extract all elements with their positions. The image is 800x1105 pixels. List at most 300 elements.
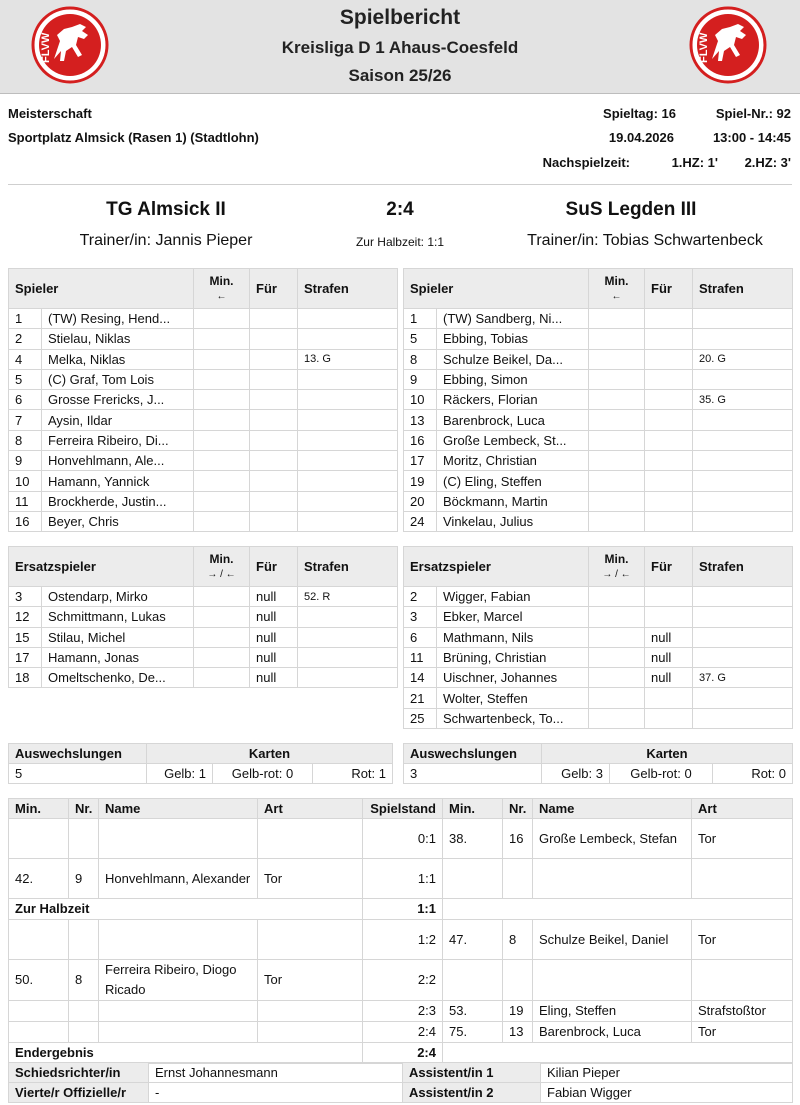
events-col-score: Spielstand [363,799,443,819]
header-banner [0,0,800,94]
player-minute [589,587,645,607]
player-row [9,349,398,369]
player-name: (C) Graf, Tom Lois [42,369,194,389]
fourth-official-name: - [149,1083,403,1103]
logo-text: FLVW [698,32,710,63]
report-title: Spielbericht [339,6,461,29]
player-minute [194,390,250,410]
player-penalty [298,607,398,627]
player-minute [589,430,645,450]
player-row [9,451,398,471]
player-penalty [693,329,793,349]
officials-table [8,1062,793,1103]
player-penalty [298,451,398,471]
player-for [645,430,693,450]
player-penalty [693,708,793,728]
away-event-minute: 75. [443,1022,503,1043]
player-for [645,511,693,531]
player-row [9,309,398,329]
player-name: Ebker, Marcel [437,607,589,627]
player-minute [194,668,250,688]
player-row [9,329,398,349]
away-event-player [533,859,692,899]
player-row [9,627,398,647]
summary-cards-header: Karten [542,744,793,764]
home-event-minute [9,1001,69,1022]
player-row [404,451,793,471]
player-number: 6 [9,390,42,410]
home-event-number: 9 [69,859,99,899]
home-event-type [258,819,363,859]
away-event-number: 8 [503,920,533,960]
player-name: Ebbing, Simon [437,369,589,389]
player-penalty: 35. G [693,390,793,410]
player-for: null [250,647,298,667]
event-score: 2:3 [363,1001,443,1022]
home-event-minute [9,1022,69,1043]
player-for [645,471,693,491]
events-col-min: Min. [443,799,503,819]
col-header-for: Für [645,269,693,309]
player-number: 11 [9,491,42,511]
player-for: null [250,587,298,607]
player-name: Ferreira Ribeiro, Di... [42,430,194,450]
player-for [645,369,693,389]
player-penalty [298,309,398,329]
player-row [404,668,793,688]
player-penalty [298,627,398,647]
player-row [404,647,793,667]
player-number: 14 [404,668,437,688]
player-minute [589,369,645,389]
player-minute [194,471,250,491]
player-name: (TW) Resing, Hend... [42,309,194,329]
summary-subs-header: Auswechslungen [404,744,542,764]
away-event-minute: 47. [443,920,503,960]
event-score: 1:2 [363,920,443,960]
logo-text: FLVW [40,32,52,63]
player-number: 21 [404,688,437,708]
player-row [404,491,793,511]
away-event-number [503,859,533,899]
player-minute [194,491,250,511]
referee-name: Ernst Johannesmann [149,1063,403,1083]
col-header-penalties: Strafen [693,269,793,309]
player-name: Schwartenbeck, To... [437,708,589,728]
player-name: Stilau, Michel [42,627,194,647]
league-name: Kreisliga D 1 Ahaus-Coesfeld [281,38,519,57]
player-for [250,349,298,369]
player-number: 12 [9,607,42,627]
player-row [404,607,793,627]
player-penalty: 52. R [298,587,398,607]
player-row [9,471,398,491]
col-header-for: Für [645,547,693,587]
player-penalty [298,410,398,430]
player-for [645,390,693,410]
away-event-player [533,960,692,1001]
event-row [9,920,793,960]
events-summary-row [9,899,793,920]
player-name: Aysin, Ildar [42,410,194,430]
player-name: Schulze Beikel, Da... [437,349,589,369]
flvw-logo-right [688,5,768,85]
player-minute [194,369,250,389]
player-penalty [693,410,793,430]
home-event-minute [9,920,69,960]
player-penalty [298,471,398,491]
away-yellowred-count: Gelb-rot: 0 [610,764,713,784]
player-number: 5 [404,329,437,349]
home-coach: Trainer/in: Jannis Pieper [79,232,253,249]
away-event-minute: 38. [443,819,503,859]
away-event-player: Schulze Beikel, Daniel [533,920,692,960]
match-events-table [8,798,793,1064]
col-header-subs: Ersatzspieler [9,547,194,587]
player-name: Omeltschenko, De... [42,668,194,688]
away-event-number: 19 [503,1001,533,1022]
events-summary-label: Endergebnis [9,1043,363,1064]
player-row [9,430,398,450]
player-name: Wolter, Steffen [437,688,589,708]
player-row [404,627,793,647]
player-number: 24 [404,511,437,531]
player-for [645,688,693,708]
player-minute [194,451,250,471]
home-event-minute: 50. [9,960,69,1001]
player-name: Hamann, Yannick [42,471,194,491]
home-team-name: TG Almsick II [106,199,226,220]
player-penalty [693,627,793,647]
event-empty-cell [443,1043,793,1064]
col-header-for: Für [250,269,298,309]
referee-label: Schiedsrichter/in [9,1063,149,1083]
matchday: Spieltag: 16 [603,106,676,121]
home-yellowred-count: Gelb-rot: 0 [213,764,313,784]
player-name: Große Lembeck, St... [437,430,589,450]
events-col-nr: Nr. [69,799,99,819]
away-event-player: Barenbrock, Luca [533,1022,692,1043]
away-event-type [692,859,793,899]
player-row [9,410,398,430]
player-for: null [250,607,298,627]
player-number: 13 [404,410,437,430]
home-event-number [69,920,99,960]
extra-time-second-half: 2.HZ: 3' [744,155,791,170]
player-for: null [645,647,693,667]
home-lineup-table [8,268,398,532]
player-for [645,410,693,430]
player-for [645,349,693,369]
player-for: null [250,627,298,647]
extra-time-label: Nachspielzeit: [542,155,630,170]
player-for [250,369,298,389]
home-subs-table [8,546,398,688]
extra-time-first-half: 1.HZ: 1' [671,155,718,170]
player-name: Beyer, Chris [42,511,194,531]
player-number: 20 [404,491,437,511]
player-number: 4 [9,349,42,369]
player-penalty [298,511,398,531]
venue: Sportplatz Almsick (Rasen 1) (Stadtlohn) [8,130,259,145]
assistant2-label: Assistent/in 2 [403,1083,541,1103]
away-team-name: SuS Legden III [565,199,697,220]
player-name: Uischner, Johannes [437,668,589,688]
player-penalty [693,688,793,708]
away-event-player: Große Lembeck, Stefan [533,819,692,859]
away-event-number: 16 [503,819,533,859]
home-event-player [99,1022,258,1043]
player-minute [194,627,250,647]
away-subs-count: 3 [404,764,542,784]
player-number: 11 [404,647,437,667]
home-event-type: Tor [258,859,363,899]
player-name: Honvehlmann, Ale... [42,451,194,471]
home-event-player: Honvehlmann, Alexander [99,859,258,899]
player-for [250,410,298,430]
player-for [645,607,693,627]
player-name: Barenbrock, Luca [437,410,589,430]
match-time: 13:00 - 14:45 [712,130,791,145]
player-penalty [298,390,398,410]
home-event-minute [9,819,69,859]
events-col-name: Name [99,799,258,819]
player-penalty [298,329,398,349]
player-minute [589,390,645,410]
events-summary-score: 2:4 [363,1043,443,1064]
player-penalty [693,587,793,607]
player-row [404,410,793,430]
home-event-number [69,1022,99,1043]
home-yellow-count: Gelb: 1 [147,764,213,784]
player-for [250,511,298,531]
player-for [250,309,298,329]
player-row [9,607,398,627]
player-minute [589,349,645,369]
player-row [9,369,398,389]
player-number: 1 [9,309,42,329]
col-header-players: Spieler [9,269,194,309]
event-score: 0:1 [363,819,443,859]
player-for: null [250,668,298,688]
player-name: Moritz, Christian [437,451,589,471]
event-score: 2:4 [363,1022,443,1043]
event-row [9,819,793,859]
player-for [250,390,298,410]
player-number: 8 [404,349,437,369]
player-for [250,329,298,349]
home-event-number: 8 [69,960,99,1001]
player-penalty [298,491,398,511]
match-date: 19.04.2026 [608,130,674,145]
home-red-count: Rot: 1 [313,764,393,784]
events-col-min: Min. [9,799,69,819]
home-event-minute: 42. [9,859,69,899]
col-header-min: Min. → / ← [194,547,250,587]
player-name: Brockherde, Justin... [42,491,194,511]
col-header-for: Für [250,547,298,587]
player-number: 7 [9,410,42,430]
player-name: Ebbing, Tobias [437,329,589,349]
game-number: Spiel-Nr.: 92 [715,106,791,121]
away-subs-table [403,546,793,729]
assistant2-name: Fabian Wigger [541,1083,793,1103]
halftime-score: Zur Halbzeit: 1:1 [355,235,445,249]
player-name: Brüning, Christian [437,647,589,667]
player-for: null [645,627,693,647]
event-row [9,1001,793,1022]
event-score: 2:2 [363,960,443,1001]
home-event-player: Ferreira Ribeiro, Diogo Ricado [99,960,258,1001]
player-name: Schmittmann, Lukas [42,607,194,627]
player-number: 9 [9,451,42,471]
col-header-min: Min. → / ← [589,547,645,587]
player-minute [589,309,645,329]
assistant1-name: Kilian Pieper [541,1063,793,1083]
player-number: 9 [404,369,437,389]
col-header-penalties: Strafen [298,547,398,587]
col-header-min: Min. ← [589,269,645,309]
event-score: 1:1 [363,859,443,899]
player-name: Hamann, Jonas [42,647,194,667]
player-minute [589,688,645,708]
player-number: 3 [9,587,42,607]
player-minute [194,587,250,607]
player-number: 17 [404,451,437,471]
player-minute [589,471,645,491]
competition-type: Meisterschaft [8,106,92,121]
player-name: (C) Eling, Steffen [437,471,589,491]
player-penalty [693,607,793,627]
away-event-type [692,960,793,1001]
fourth-official-label: Vierte/r Offizielle/r [9,1083,149,1103]
player-number: 2 [9,329,42,349]
player-for [645,309,693,329]
away-event-type: Tor [692,1022,793,1043]
player-penalty [693,511,793,531]
player-penalty [298,647,398,667]
away-event-minute [443,960,503,1001]
home-summary-table [8,743,393,784]
player-penalty [298,369,398,389]
player-minute [194,309,250,329]
summary-subs-header: Auswechslungen [9,744,147,764]
player-minute [589,451,645,471]
away-event-type: Strafstoßtor [692,1001,793,1022]
divider [8,184,792,185]
events-summary-score: 1:1 [363,899,443,920]
player-name: Stielau, Niklas [42,329,194,349]
player-row [9,587,398,607]
assistant1-label: Assistent/in 1 [403,1063,541,1083]
player-for [250,451,298,471]
player-penalty [693,430,793,450]
player-minute [589,627,645,647]
summary-cards-header: Karten [147,744,393,764]
away-red-count: Rot: 0 [713,764,793,784]
player-number: 25 [404,708,437,728]
player-minute [589,329,645,349]
away-event-minute: 53. [443,1001,503,1022]
home-subs-count: 5 [9,764,147,784]
player-for [250,430,298,450]
player-penalty [693,491,793,511]
player-penalty [693,309,793,329]
event-empty-cell [443,899,793,920]
away-event-type: Tor [692,819,793,859]
player-for [645,451,693,471]
player-name: Vinkelau, Julius [437,511,589,531]
events-col-type: Art [258,799,363,819]
player-minute [194,329,250,349]
player-row [404,708,793,728]
player-row [9,511,398,531]
player-number: 16 [9,511,42,531]
event-row [9,960,793,1001]
player-name: Melka, Niklas [42,349,194,369]
player-name: Wigger, Fabian [437,587,589,607]
player-penalty [693,647,793,667]
player-minute [194,410,250,430]
player-penalty: 37. G [693,668,793,688]
player-minute [194,607,250,627]
player-number: 8 [9,430,42,450]
player-minute [589,607,645,627]
player-number: 5 [9,369,42,389]
player-row [404,390,793,410]
player-number: 1 [404,309,437,329]
away-lineup-table [403,268,793,532]
player-row [404,329,793,349]
col-header-penalties: Strafen [298,269,398,309]
player-minute [194,349,250,369]
col-header-min: Min. ← [194,269,250,309]
events-summary-label: Zur Halbzeit [9,899,363,920]
player-name: Böckmann, Martin [437,491,589,511]
events-summary-row [9,1043,793,1064]
player-for [645,329,693,349]
player-name: Räckers, Florian [437,390,589,410]
home-event-player [99,819,258,859]
season: Saison 25/26 [348,66,452,85]
player-row [404,430,793,450]
player-for [250,471,298,491]
player-minute [589,511,645,531]
away-event-player: Eling, Steffen [533,1001,692,1022]
player-penalty [693,369,793,389]
player-row [9,647,398,667]
player-penalty: 20. G [693,349,793,369]
player-number: 15 [9,627,42,647]
player-for [250,491,298,511]
home-event-type [258,1001,363,1022]
home-event-number [69,819,99,859]
away-event-number [503,960,533,1001]
away-summary-table [403,743,793,784]
player-number: 16 [404,430,437,450]
player-name: Grosse Frericks, J... [42,390,194,410]
home-event-type [258,1022,363,1043]
col-header-subs: Ersatzspieler [404,547,589,587]
events-col-type: Art [692,799,793,819]
away-event-minute [443,859,503,899]
player-minute [194,430,250,450]
event-row [9,859,793,899]
away-coach: Trainer/in: Tobias Schwartenbeck [527,232,763,249]
player-penalty: 13. G [298,349,398,369]
player-minute [589,668,645,688]
player-number: 3 [404,607,437,627]
